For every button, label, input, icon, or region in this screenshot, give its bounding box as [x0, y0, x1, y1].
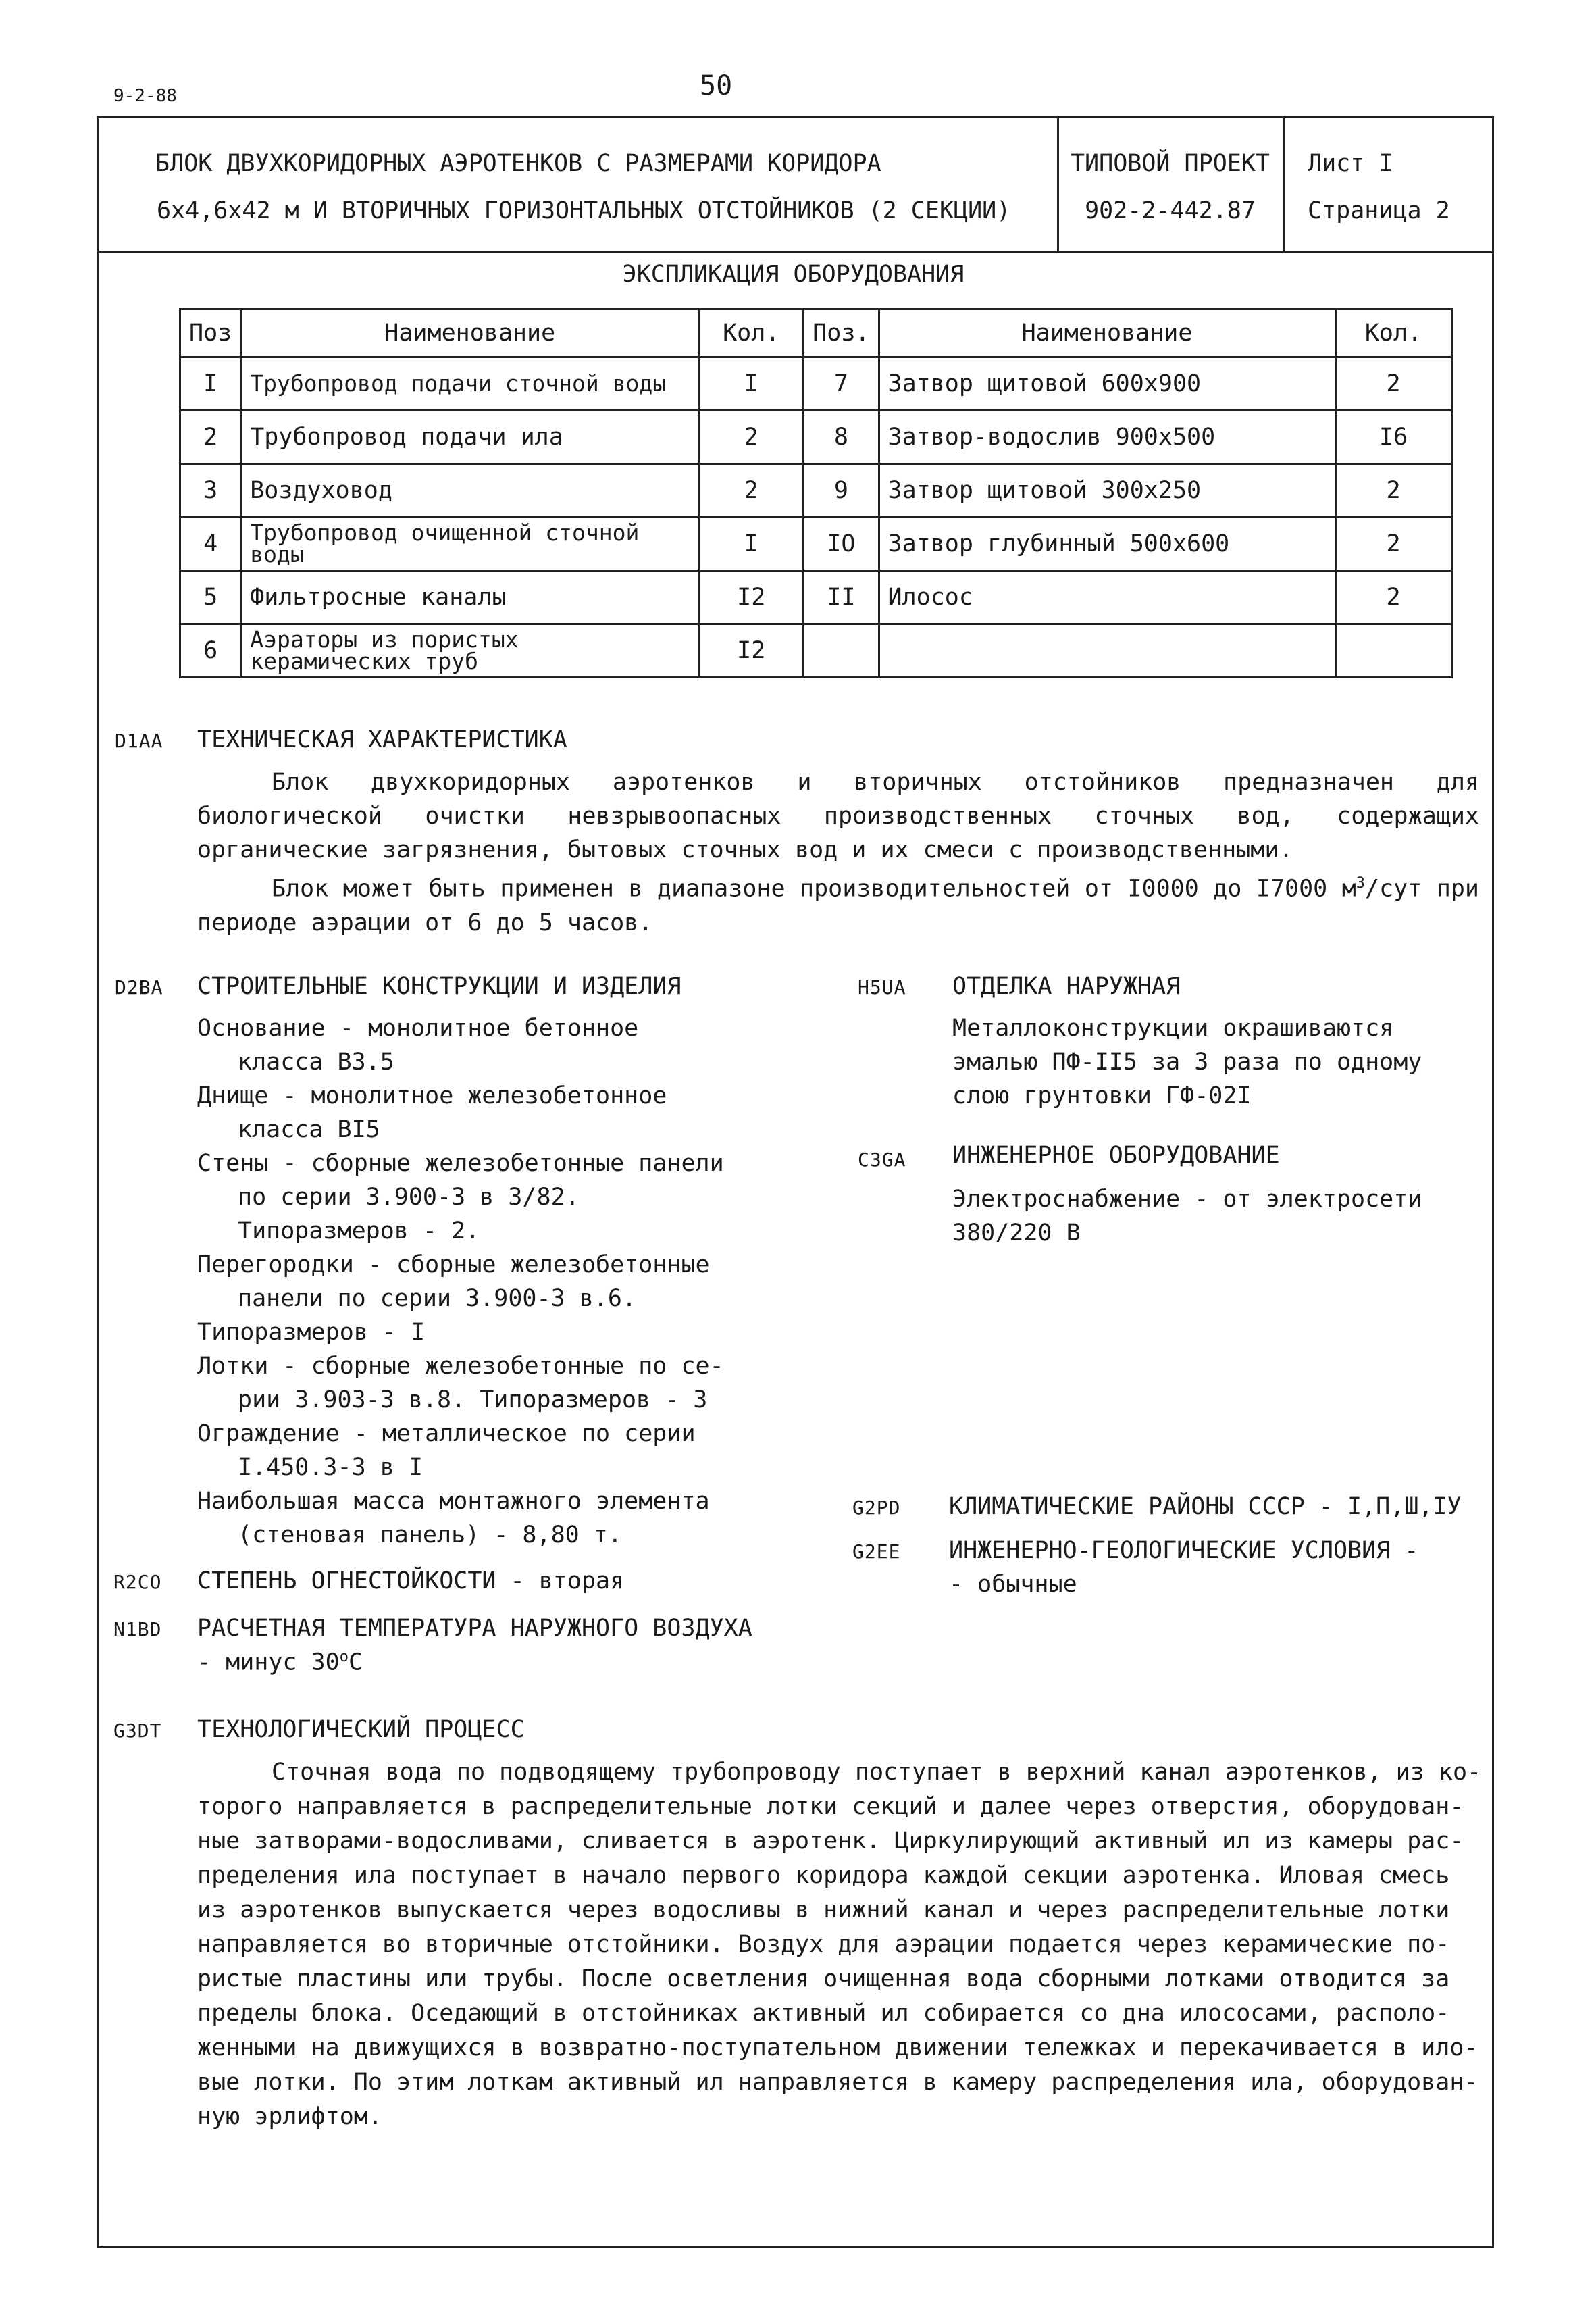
engineering-list	[952, 1182, 1422, 1250]
header-divider-v1	[1057, 116, 1059, 251]
page-label: Страница 2	[1308, 197, 1450, 224]
cell-name: Аэраторы из пористых керамических труб	[241, 624, 699, 678]
finish-title: ОТДЕЛКА НАРУЖНАЯ	[952, 973, 1181, 1000]
construction-line: панели по серии 3.900-3 в.6.	[238, 1285, 637, 1312]
table-row	[180, 464, 1452, 518]
cell-qty: I	[699, 518, 804, 571]
cell-name: Воздуховод	[241, 464, 699, 518]
tech-title: ТЕХНИЧЕСКАЯ ХАРАКТЕРИСТИКА	[197, 726, 567, 753]
construction-code: D2BA	[115, 976, 163, 999]
sheet-label: Лист I	[1308, 150, 1393, 177]
construction-line: класса ВI5	[238, 1116, 380, 1143]
engineering-line: 380/220 В	[952, 1219, 1081, 1247]
cell-pos: 5	[180, 571, 241, 624]
col-pos-2: Поз.	[804, 309, 879, 357]
col-pos: Поз	[180, 309, 241, 357]
process-line: из аэротенков выпускается через водосливы в нижний канал и через распределительные лотки	[197, 1896, 1450, 1923]
temperature-value-a: - минус 30	[197, 1649, 340, 1676]
cell-pos: 3	[180, 464, 241, 518]
cell-name-2: Затвор глубинный 500х600	[879, 518, 1335, 571]
finish-line: эмалью ПФ-II5 за 3 раза по одному	[952, 1049, 1422, 1076]
tech-description	[197, 765, 1479, 940]
cell-name: Трубопровод очищенной сточной воды	[241, 518, 699, 571]
project-number: 902-2-442.87	[1085, 197, 1256, 224]
table-header-row	[180, 309, 1452, 357]
process-line: направляется во вторичные отстойники. Воздух для аэрации подается через керамические по-	[197, 1931, 1450, 1958]
process-line: ные затворами-водосливами, сливается в аэротенк. Циркулирующий активный ил из камеры рас-	[197, 1828, 1464, 1855]
construction-line: по серии 3.900-3 в 3/82.	[238, 1184, 580, 1211]
climate-text: КЛИМАТИЧЕСКИЕ РАЙОНЫ СССР - I,П,Ш,IУ	[949, 1493, 1462, 1520]
cell-pos-2: 9	[804, 464, 879, 518]
process-title: ТЕХНОЛОГИЧЕСКИЙ ПРОЦЕСС	[197, 1716, 525, 1743]
equipment-title: ЭКСПЛИКАЦИЯ ОБОРУДОВАНИЯ	[622, 261, 964, 288]
process-line: ристые пластины или трубы. После осветления очищенная вода сборными лотками отводится за	[197, 1965, 1450, 1992]
finish-list	[952, 1011, 1422, 1113]
engineering-title: ИНЖЕНЕРНОЕ ОБОРУДОВАНИЕ	[952, 1142, 1280, 1169]
cell-qty: 2	[699, 464, 804, 518]
cell-qty-2	[1335, 624, 1451, 678]
cell-pos-2	[804, 624, 879, 678]
climate-code: G2PD	[852, 1496, 901, 1519]
cell-pos-2: 8	[804, 411, 879, 464]
cell-name: Трубопровод подачи ила	[241, 411, 699, 464]
process-line: вые лотки. По этим лоткам активный ил направляется в камеру распределения ила, оборудован-	[197, 2069, 1478, 2096]
table-row	[180, 357, 1452, 411]
construction-line: I.450.3-3 в I	[238, 1454, 423, 1481]
cell-qty-2: 2	[1335, 571, 1451, 624]
construction-line: Лотки - сборные железобетонные по се-	[197, 1353, 724, 1380]
header-divider-v2	[1283, 116, 1285, 251]
construction-line: класса В3.5	[238, 1049, 394, 1076]
geology-text-2: - обычные	[949, 1571, 1077, 1598]
temperature-code: N1BD	[113, 1618, 162, 1640]
geology-code: G2EE	[852, 1540, 901, 1563]
title-line-1: БЛОК ДВУХКОРИДОРНЫХ АЭРОТЕНКОВ С РАЗМЕРАМИ КОРИДОРА	[155, 150, 881, 177]
cell-qty: I	[699, 357, 804, 411]
construction-line: Перегородки - сборные железобетонные	[197, 1251, 710, 1278]
col-qty-2: Кол.	[1335, 309, 1451, 357]
tech-paragraph-2	[197, 867, 1479, 940]
tech-p2-a: Блок может быть применен в диапазоне производительностей от I0000 до I7000 м	[272, 875, 1356, 903]
table-row	[180, 624, 1452, 678]
finish-line: слою грунтовки ГФ-02I	[952, 1082, 1252, 1109]
construction-line: Днище - монолитное железобетонное	[197, 1082, 667, 1109]
process-line: торого направляется в распределительные лотки секций и далее через отверстия, оборудован-	[197, 1793, 1464, 1820]
cell-qty-2: 2	[1335, 518, 1451, 571]
header-divider	[97, 251, 1492, 253]
cell-qty: 2	[699, 411, 804, 464]
cell-name: Трубопровод подачи сточной воды	[241, 357, 699, 411]
construction-title: СТРОИТЕЛЬНЫЕ КОНСТРУКЦИИ И ИЗДЕЛИЯ	[197, 973, 681, 1000]
cell-qty: I2	[699, 624, 804, 678]
tech-p2-b: /сут при периоде аэрации от 6 до 5 часов.	[197, 875, 1479, 936]
process-line: ную эрлифтом.	[197, 2103, 382, 2130]
process-line: Сточная вода по подводящему трубопроводу поступает в верхний канал аэротенков, из ко-	[272, 1759, 1482, 1786]
tech-paragraph-1: Блок двухкоридорных аэротенков и вторичных отстойников предназначен для биологической очистки невзрывоопасных производственных сточных вод, содержащих органические загрязнения, бытовых сточных вод и их смеси с производственными.	[197, 769, 1479, 863]
page-number: 50	[700, 70, 733, 101]
cell-pos: 2	[180, 411, 241, 464]
cell-pos-2: 7	[804, 357, 879, 411]
cell-name-2	[879, 624, 1335, 678]
construction-line: Типоразмеров - I	[197, 1319, 426, 1346]
tech-p2-sup: 3	[1356, 875, 1366, 892]
cell-name-2: Затвор щитовой 300х250	[879, 464, 1335, 518]
cell-pos: I	[180, 357, 241, 411]
geology-text: ИНЖЕНЕРНО-ГЕОЛОГИЧЕСКИЕ УСЛОВИЯ -	[949, 1537, 1419, 1564]
construction-line: рии 3.903-3 в.8. Типоразмеров - 3	[238, 1386, 708, 1413]
cell-qty-2: 2	[1335, 357, 1451, 411]
table-row	[180, 518, 1452, 571]
process-line: женными на движущихся в возвратно-поступательном движении тележках и перекачивается в ило-	[197, 2034, 1478, 2061]
cell-name-2: Затвор щитовой 600х900	[879, 357, 1335, 411]
cell-pos-2: IO	[804, 518, 879, 571]
construction-line: Стены - сборные железобетонные панели	[197, 1150, 724, 1177]
equipment-table	[179, 308, 1453, 678]
construction-line: Наибольшая масса монтажного элемента	[197, 1488, 710, 1515]
cell-qty-2: 2	[1335, 464, 1451, 518]
temperature-degree: о	[339, 1649, 349, 1665]
process-text	[197, 1755, 1481, 2134]
title-line-2: 6х4,6х42 м И ВТОРИЧНЫХ ГОРИЗОНТАЛЬНЫХ ОТСТОЙНИКОВ (2 СЕКЦИИ)	[157, 197, 1011, 224]
fire-text: СТЕПЕНЬ ОГНЕСТОЙКОСТИ - вторая	[197, 1567, 625, 1594]
cell-pos: 6	[180, 624, 241, 678]
col-qty: Кол.	[699, 309, 804, 357]
cell-name: Фильтросные каналы	[241, 571, 699, 624]
construction-line: Основание - монолитное бетонное	[197, 1015, 639, 1042]
cell-qty: I2	[699, 571, 804, 624]
finish-line: Металлоконструкции окрашиваются	[952, 1015, 1394, 1042]
temperature-text: РАСЧЕТНАЯ ТЕМПЕРАТУРА НАРУЖНОГО ВОЗДУХА	[197, 1615, 752, 1642]
temperature-value-b: С	[348, 1649, 363, 1676]
cell-pos-2: II	[804, 571, 879, 624]
engineering-code: C3GA	[858, 1149, 906, 1171]
cell-name-2: Илосос	[879, 571, 1335, 624]
construction-line: (стеновая панель) - 8,80 т.	[238, 1521, 622, 1549]
process-line: пределения ила поступает в начало первого коридора каждой секции аэротенка. Иловая смесь	[197, 1862, 1450, 1889]
cell-name-2: Затвор-водослив 900х500	[879, 411, 1335, 464]
table-row	[180, 571, 1452, 624]
series-code: 9-2-88	[113, 86, 177, 106]
process-line: пределы блока. Оседающий в отстойниках активный ил собирается со дна илососами, располо-	[197, 2000, 1450, 2027]
cell-qty-2: I6	[1335, 411, 1451, 464]
engineering-line: Электроснабжение - от электросети	[952, 1186, 1422, 1213]
construction-list	[197, 1011, 724, 1552]
fire-code: R2CO	[113, 1571, 162, 1593]
project-label: ТИПОВОЙ ПРОЕКТ	[1070, 150, 1270, 177]
cell-pos: 4	[180, 518, 241, 571]
col-name: Наименование	[241, 309, 699, 357]
construction-line: Типоразмеров - 2.	[238, 1217, 480, 1244]
col-name-2: Наименование	[879, 309, 1335, 357]
tech-code: D1AA	[115, 730, 163, 752]
process-code: G3DT	[113, 1719, 162, 1742]
finish-code: H5UA	[858, 976, 906, 999]
table-row	[180, 411, 1452, 464]
construction-line: Ограждение - металлическое по серии	[197, 1420, 696, 1447]
temperature-value	[197, 1649, 363, 1676]
